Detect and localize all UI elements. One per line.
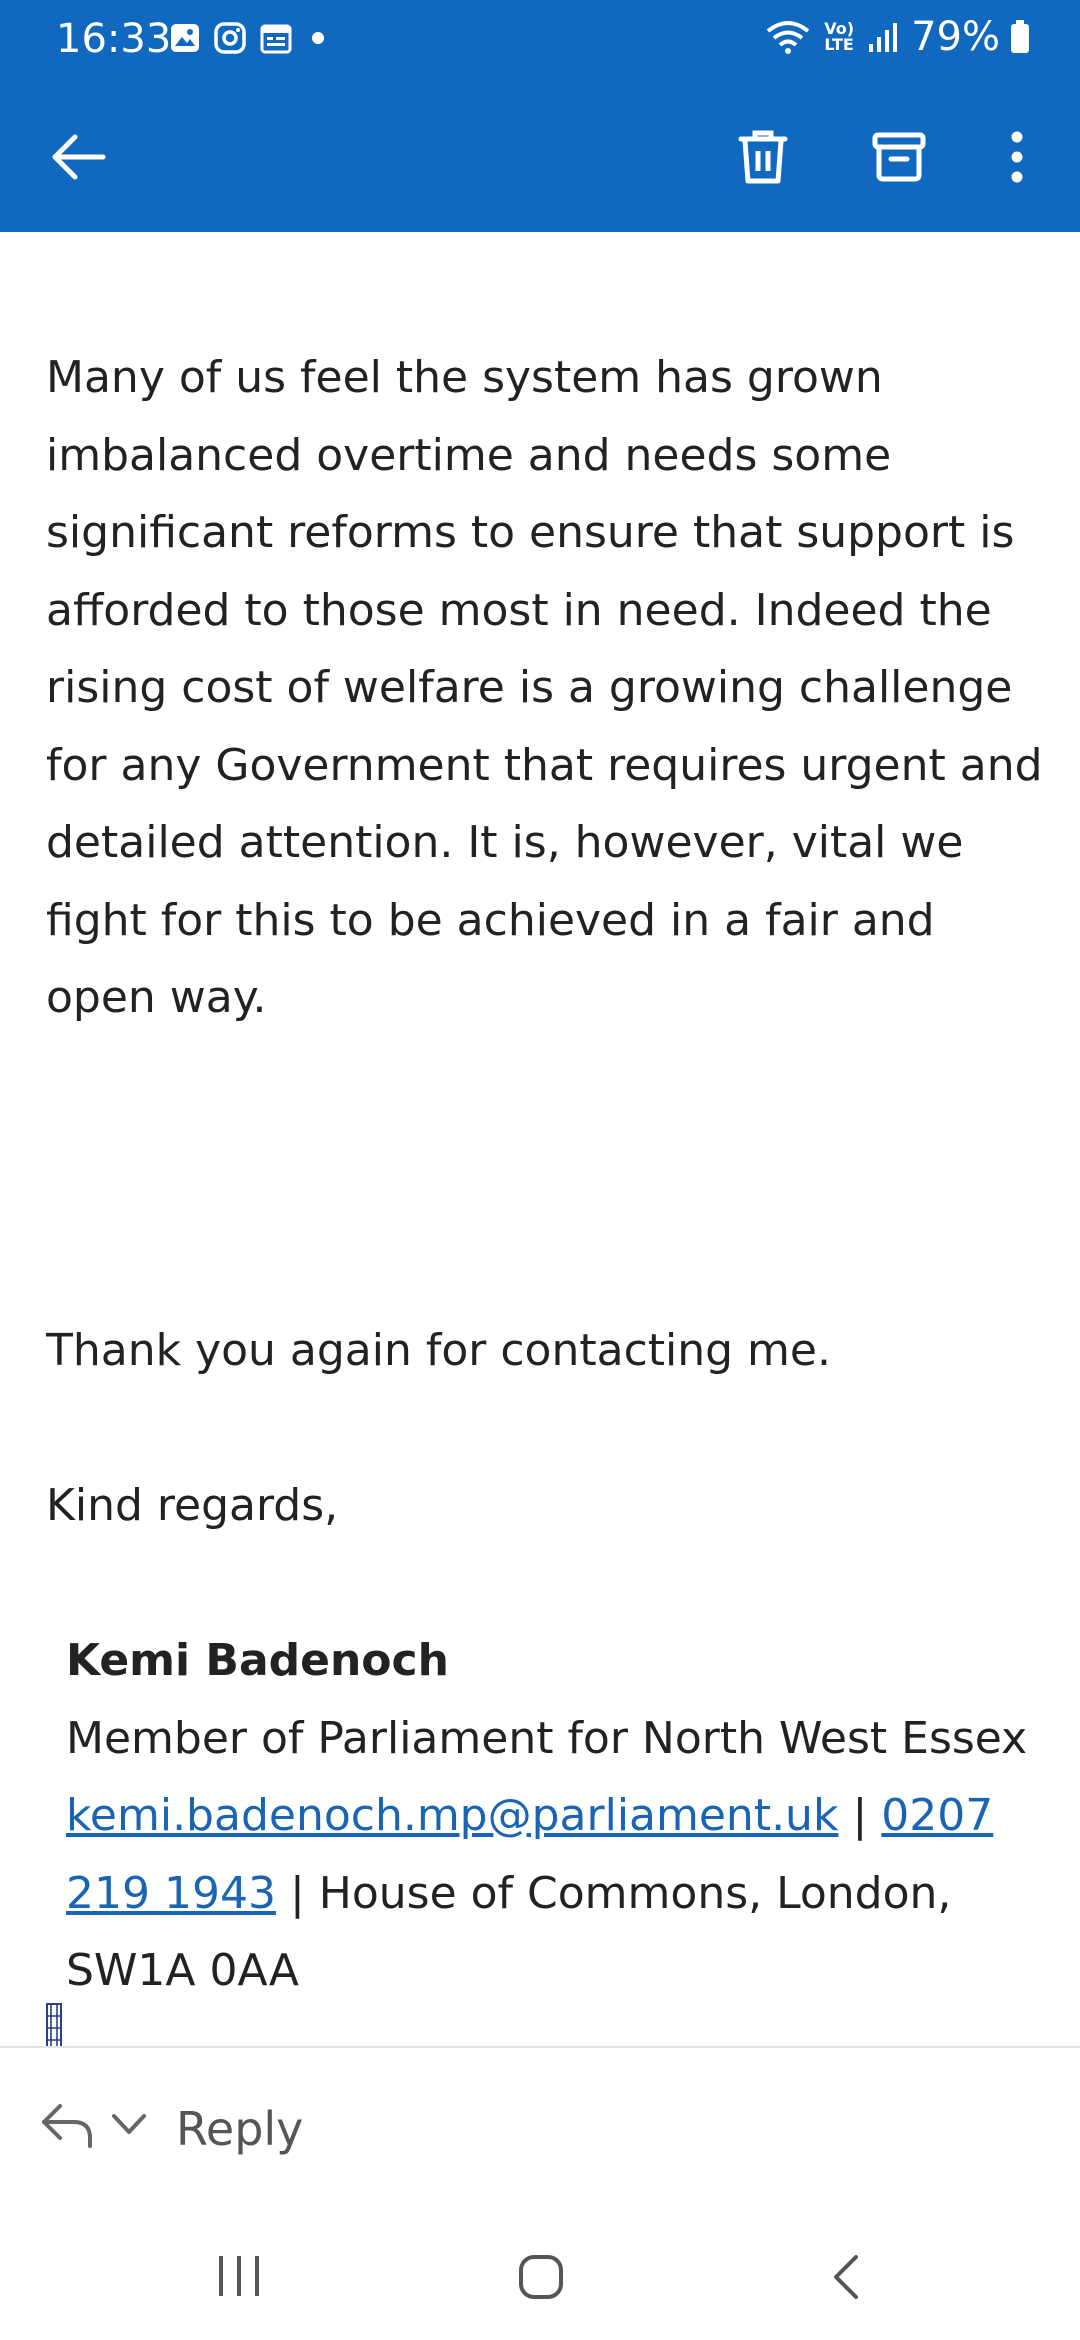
reply-button[interactable]: Reply xyxy=(176,2102,304,2156)
signature-address: | House of Commons, London, SW1A 0AA xyxy=(66,1867,952,1996)
more-vert-icon[interactable] xyxy=(982,122,1052,192)
signature-email-link[interactable]: kemi.badenoch.mp@parliament.uk xyxy=(66,1790,839,1841)
chevron-down-icon[interactable] xyxy=(110,2112,148,2142)
back-arrow-icon[interactable] xyxy=(44,122,114,192)
status-bar xyxy=(0,0,1080,82)
signature-block xyxy=(66,1622,1046,2010)
reply-bar xyxy=(0,2046,1080,2218)
instagram-icon xyxy=(214,22,246,54)
signal-icon xyxy=(867,20,901,54)
home-icon[interactable] xyxy=(518,2254,564,2304)
app-bar xyxy=(0,100,1080,212)
signature-name: Kemi Badenoch xyxy=(66,1635,449,1686)
gallery-icon xyxy=(170,23,200,53)
notification-icons xyxy=(170,22,324,54)
delete-icon[interactable] xyxy=(728,122,798,192)
nav-back-icon[interactable] xyxy=(830,2254,860,2304)
signature-contact xyxy=(66,1777,1046,2010)
top-bar xyxy=(0,0,1080,232)
status-time: 16:33 xyxy=(56,16,172,62)
reply-arrow-icon[interactable] xyxy=(40,2100,96,2154)
email-paragraph: Many of us feel the system has grown imbalanced overtime and needs some significant reforms to ensure that support is afforded to those most in need. Indeed the rising cost of welfare is a growing challenge for any Government that requires urgent and detailed attention. It is, however, vital we fight for this to be achieved in a fair and open way. xyxy=(46,352,1043,1023)
contact-separator: | xyxy=(852,1790,868,1841)
system-status xyxy=(765,14,1030,60)
recents-icon[interactable] xyxy=(216,2254,262,2302)
signature-phone-link[interactable]: 0207 219 1943 xyxy=(66,1790,994,1919)
signature-title: Member of Parliament for North West Essex xyxy=(66,1712,1028,1764)
more-notifications-dot xyxy=(312,32,324,44)
portcullis-logo xyxy=(46,2002,62,2046)
calendar-icon xyxy=(260,22,292,54)
battery-icon xyxy=(1010,20,1030,54)
system-nav-bar xyxy=(0,2216,1080,2340)
wifi-icon xyxy=(765,19,811,55)
battery-level: 79% xyxy=(911,14,1000,60)
network-type: Vo) LTE xyxy=(824,19,854,54)
email-paragraph: Thank you again for contacting me. xyxy=(46,1325,831,1376)
email-body xyxy=(0,232,1080,2046)
email-closing: Kind regards, xyxy=(46,1480,339,1531)
archive-icon[interactable] xyxy=(864,122,934,192)
